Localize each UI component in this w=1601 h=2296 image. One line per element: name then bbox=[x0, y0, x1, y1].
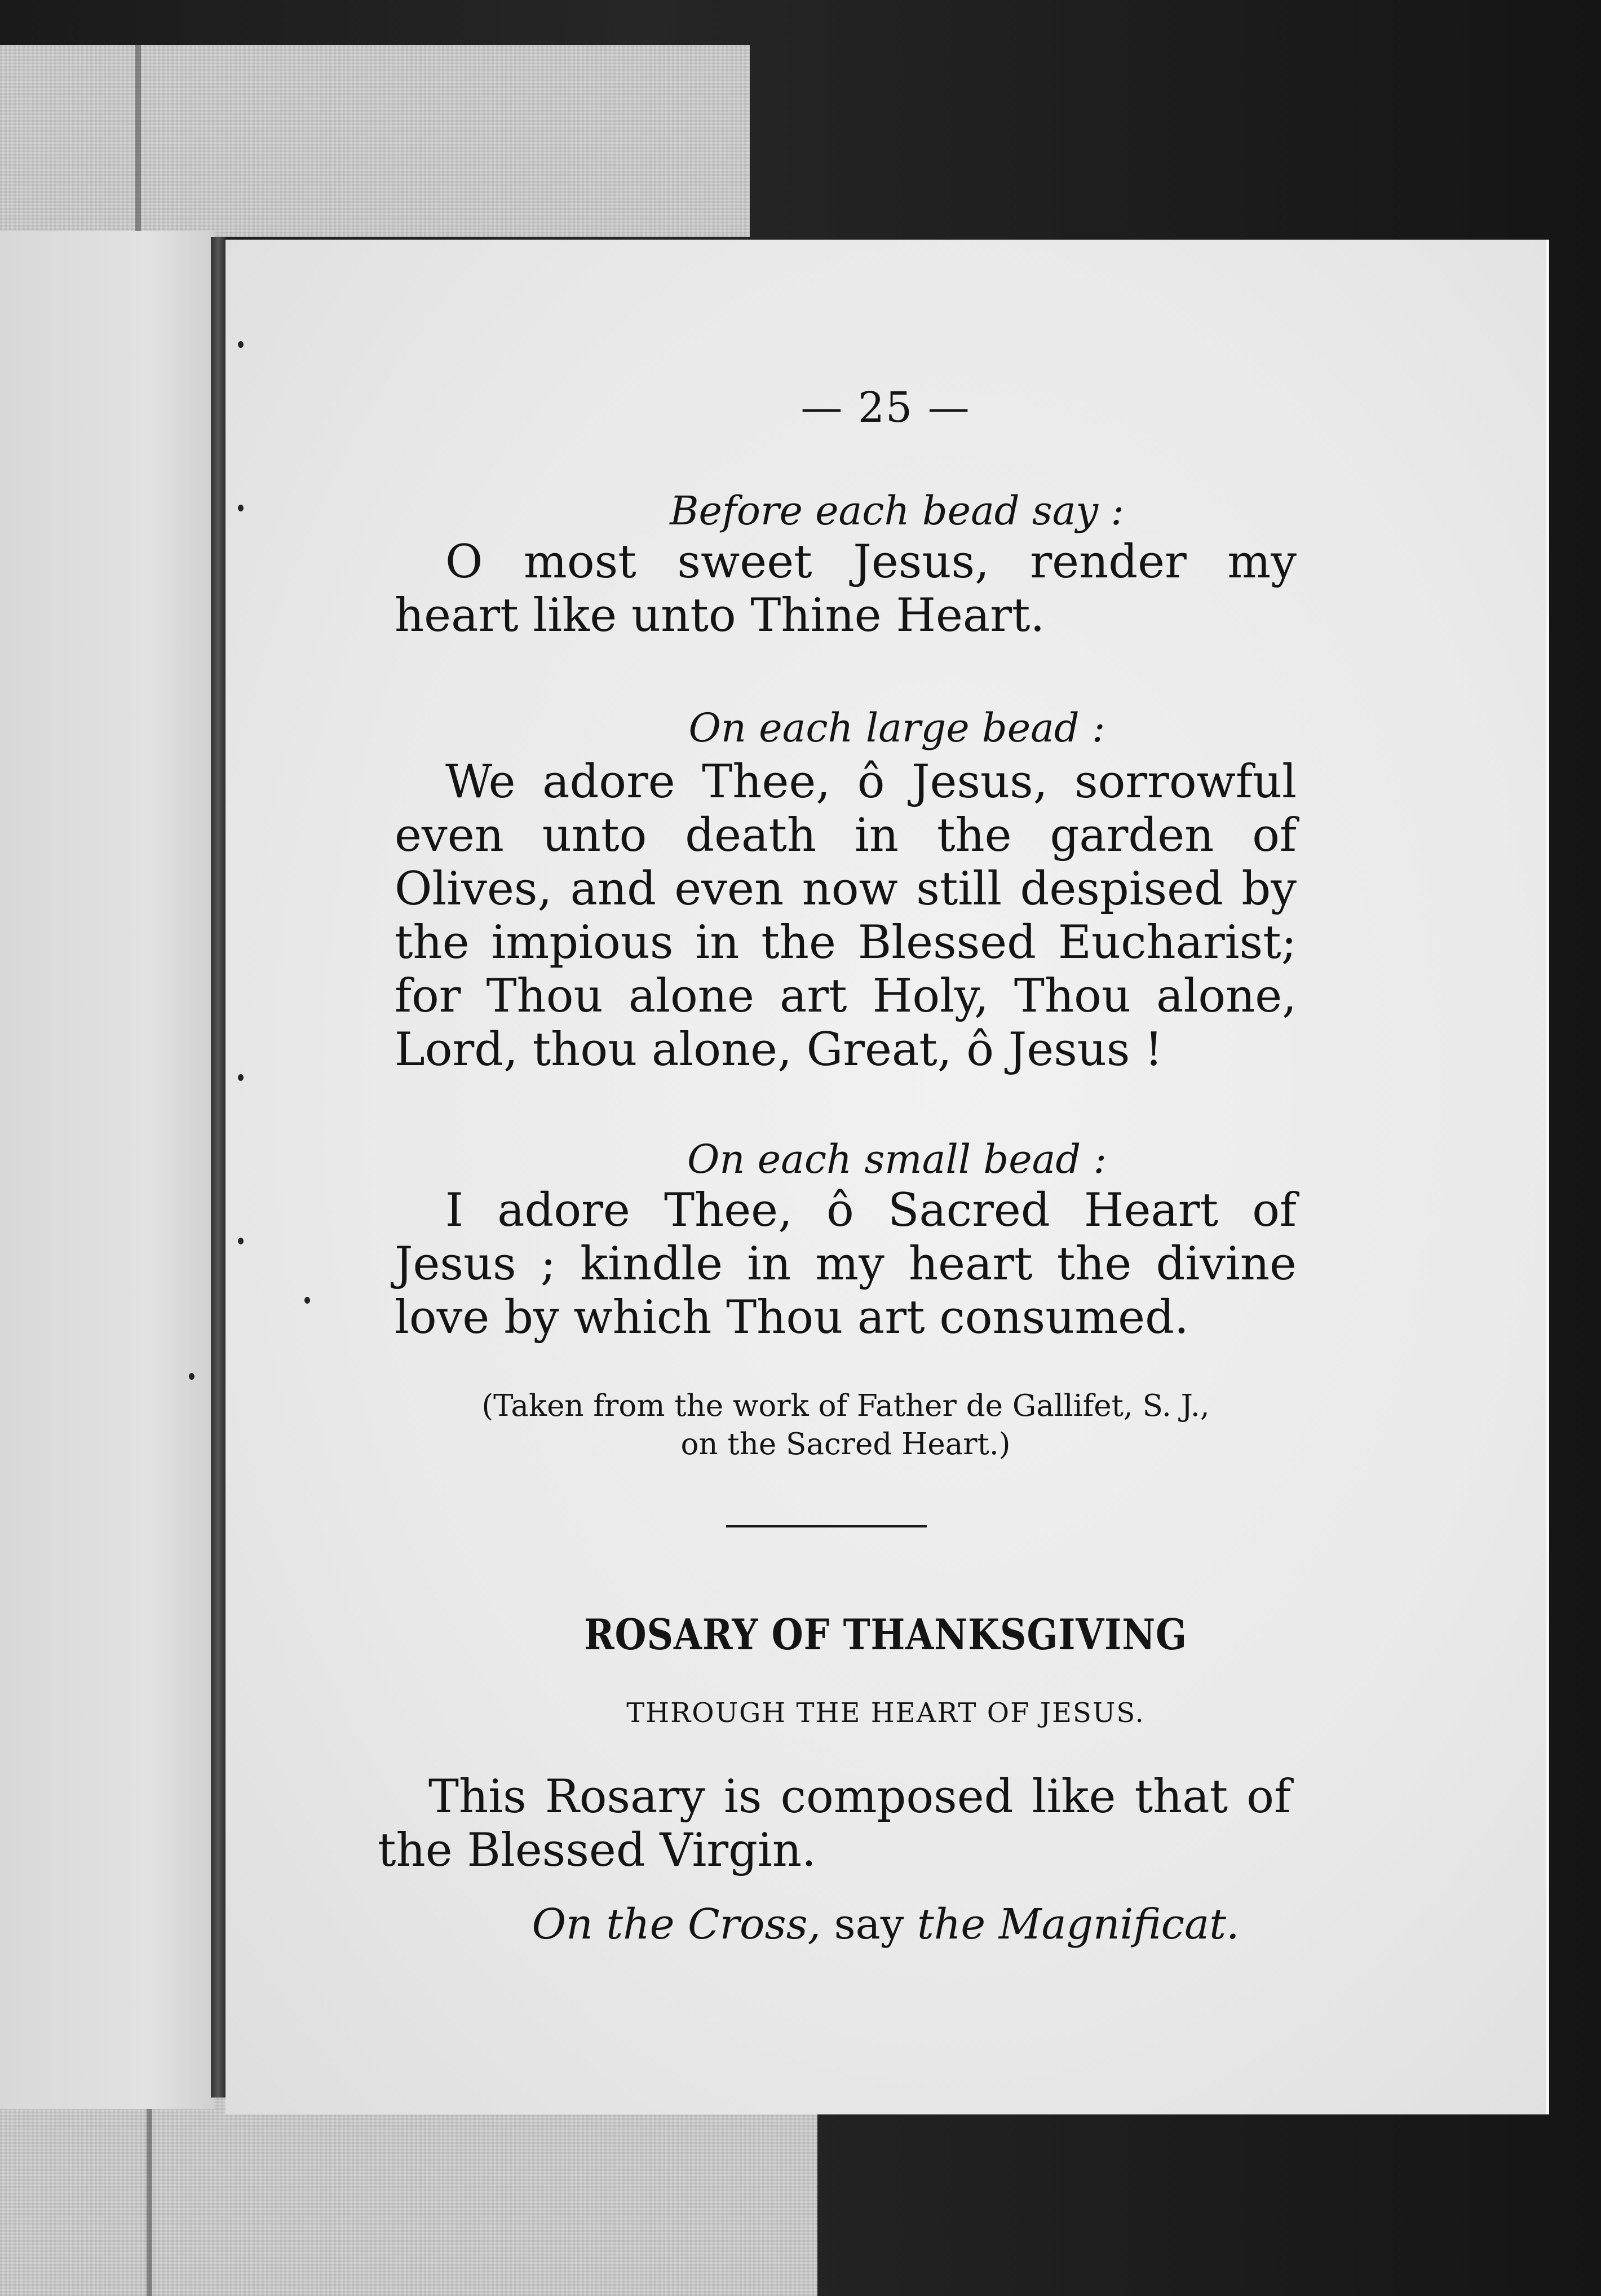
citation-line: on the Sacred Heart.) bbox=[680, 1427, 1011, 1462]
section-subtitle: THROUGH THE HEART OF JESUS. bbox=[626, 1697, 1145, 1729]
ink-speck bbox=[238, 1238, 244, 1244]
prayer-text: I adore Thee, ô Sacred Heart of Jesus ; kindle in my heart the divine love by which Thou art consumed. bbox=[395, 1184, 1297, 1344]
closing-italic: the Magnificat. bbox=[917, 1900, 1240, 1949]
prayer-paragraph-small-bead bbox=[395, 1184, 1297, 1345]
source-citation bbox=[383, 1387, 1308, 1464]
ink-speck bbox=[238, 341, 244, 348]
strip-fold bbox=[147, 2098, 152, 2296]
strip-fold bbox=[135, 45, 141, 237]
prayer-text: O most sweet Jesus, render my heart like unto Thine Heart. bbox=[395, 536, 1297, 642]
closing-instruction bbox=[225, 1900, 1546, 1949]
prayer-paragraph-large-bead bbox=[395, 756, 1297, 1077]
section-heading-small-bead: On each small bead : bbox=[687, 1136, 1107, 1182]
page-number: — 25 — bbox=[800, 383, 971, 432]
book-page bbox=[225, 240, 1546, 2114]
rosary-description bbox=[378, 1770, 1291, 1878]
ink-speck bbox=[238, 1074, 244, 1081]
section-heading-large-bead: On each large bead : bbox=[688, 705, 1105, 751]
citation-line: (Taken from the work of Father de Gallifet, S. J., bbox=[481, 1389, 1210, 1423]
binding-strip-top bbox=[0, 45, 750, 237]
prayer-text: We adore Thee, ô Jesus, sorrowful even unto death in the garden of Olives, and even now still despised by the impious in the Blessed Eucharist; for Thou alone art Holy, Thou alone, Lord, thou alone, Great, ô Jesus ! bbox=[395, 756, 1297, 1076]
section-heading-before-each-bead: Before each bead say : bbox=[670, 488, 1124, 534]
section-title: ROSARY OF THANKSGIVING bbox=[584, 1610, 1187, 1659]
closing-italic: On the Cross, bbox=[532, 1900, 821, 1949]
ink-speck bbox=[189, 1373, 194, 1380]
closing-roman: say bbox=[821, 1900, 918, 1949]
section-divider bbox=[726, 1525, 927, 1527]
facing-page-edge bbox=[0, 231, 214, 2109]
binding-strip-bottom bbox=[0, 2098, 817, 2296]
binding-rule bbox=[211, 237, 225, 2098]
ink-speck bbox=[238, 505, 244, 511]
ink-speck bbox=[304, 1297, 310, 1304]
description-text: This Rosary is composed like that of the Blessed Virgin. bbox=[378, 1770, 1291, 1877]
prayer-paragraph-before-each-bead bbox=[395, 536, 1297, 643]
